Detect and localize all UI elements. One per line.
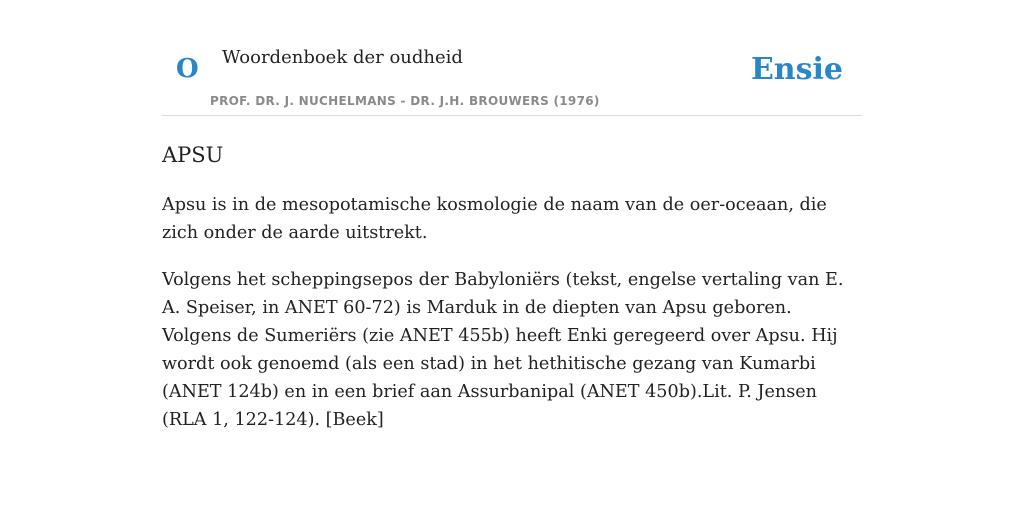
index-letter[interactable]: O [176,54,199,84]
ensie-logo-link[interactable]: Ensie [750,52,843,87]
article-paragraph: Volgens het scheppingsepos der Babyloniërs (tekst, engelse vertaling van E. A. Speiser, in ANET 60-72) is Marduk in de diepten van Apsu geboren. Volgens de Sumeriërs (zie ANET 455b) heeft Enki geregeerd over Apsu. Hij wordt ook genoemd (als een stad) in het hethitische gezang van Kumarbi (ANET 124b) en in een brief aan Assurbanipal (ANET 450b).Lit. P. Jensen (RLA 1, 122-124). [Beek] [162,270,844,430]
book-title[interactable]: Woordenboek der oudheid [222,47,463,68]
book-authors: PROF. DR. J. NUCHELMANS - DR. J.H. BROUWERS (1976) [210,94,600,108]
page-header [162,36,862,116]
article-paragraph: Apsu is in de mesopotamische kosmologie de naam van de oer-oceaan, die zich onder de aarde uitstrekt. [162,195,827,243]
entry-title: APSU [162,143,224,167]
article [162,140,862,453]
